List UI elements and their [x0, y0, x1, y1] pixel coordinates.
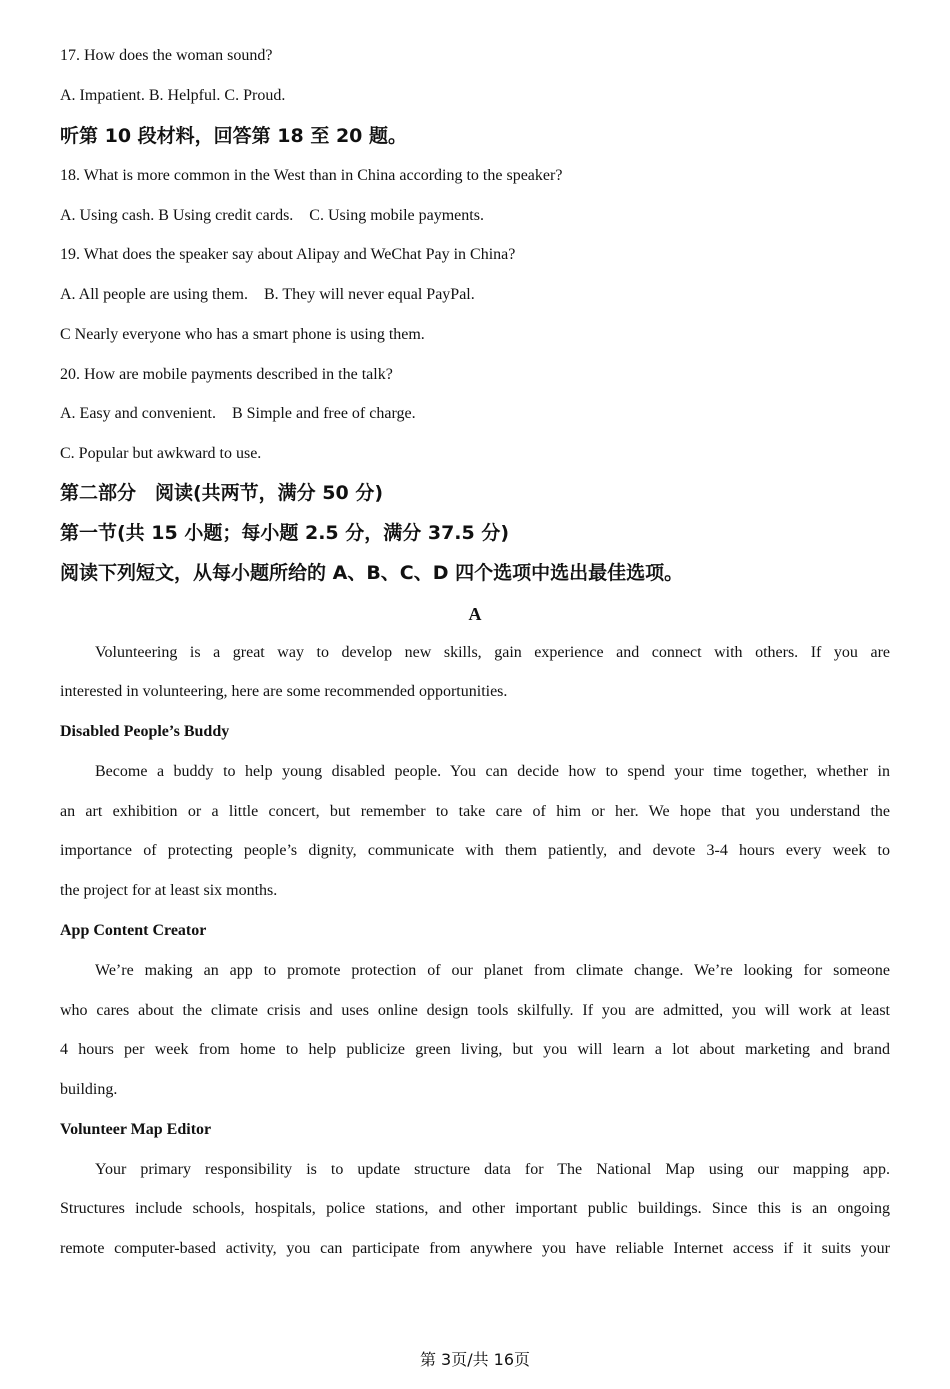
question-20-options-line2: C. Popular but awkward to use. [60, 445, 262, 462]
page-number: 第 3页/共 16页 [419, 1350, 531, 1369]
app-heading: App Content Creator [60, 922, 207, 939]
reading-instruction: 阅读下列短文，从每小题所给的 A、B、C、D 四个选项中选出最佳选项。 [60, 562, 684, 584]
intro-line-2: interested in volunteering, here are some recommended opportunities. [60, 683, 508, 700]
question-17-options: A. Impatient. B. Helpful. C. Proud. [60, 87, 286, 104]
question-19-options-line2: C Nearly everyone who has a smart phone is using them. [60, 326, 425, 343]
app-line-3: 4 hours per week from home to help publicize green living, but you will learn a lot about marketing and brand [60, 1041, 890, 1058]
passage-label: A [468, 604, 482, 624]
map-line-3: remote computer-based activity, you can participate from anywhere you have reliable Internet access if it suits your [60, 1240, 890, 1257]
question-17-stem: 17. How does the woman sound? [60, 47, 273, 64]
buddy-line-3: importance of protecting people’s dignity, communicate with them patiently, and devote 3-4 hours every week to [60, 842, 890, 859]
question-18-options: A. Using cash. B Using credit cards. C. Using mobile payments. [60, 207, 484, 224]
intro-line-1: Volunteering is a great way to develop new skills, gain experience and connect with others. If you are [95, 644, 890, 661]
app-line-1: We’re making an app to promote protection of our planet from climate change. We’re looking for someone [95, 962, 890, 979]
buddy-line-4: the project for at least six months. [60, 882, 278, 899]
section-10-header: 听第 10 段材料，回答第 18 至 20 题。 [60, 125, 408, 147]
map-heading: Volunteer Map Editor [60, 1121, 212, 1138]
app-line-4: building. [60, 1081, 118, 1098]
buddy-line-2: an art exhibition or a little concert, but remember to take care of him or her. We hope that you understand the [60, 803, 890, 820]
buddy-heading: Disabled People’s Buddy [60, 723, 230, 740]
question-18-stem: 18. What is more common in the West than in China according to the speaker? [60, 167, 563, 184]
part-2-title: 第二部分 阅读(共两节，满分 50 分) [60, 482, 384, 504]
question-19-options-line1: A. All people are using them. B. They will never equal PayPal. [60, 286, 475, 303]
app-line-2: who cares about the climate crisis and uses online design tools skilfully. If you are admitted, you will work at least [60, 1002, 890, 1019]
question-19-stem: 19. What does the speaker say about Alipay and WeChat Pay in China? [60, 246, 516, 263]
map-line-1: Your primary responsibility is to update structure data for The National Map using our mapping app. [95, 1161, 890, 1178]
question-20-stem: 20. How are mobile payments described in the talk? [60, 366, 393, 383]
map-line-2: Structures include schools, hospitals, police stations, and other important public buildings. Since this is an ongoing [60, 1200, 890, 1217]
buddy-line-1: Become a buddy to help young disabled people. You can decide how to spend your time together, whether in [95, 763, 890, 780]
question-20-options-line1: A. Easy and convenient. B Simple and free of charge. [60, 405, 416, 422]
section-1-title: 第一节(共 15 小题；每小题 2.5 分，满分 37.5 分) [60, 522, 510, 544]
